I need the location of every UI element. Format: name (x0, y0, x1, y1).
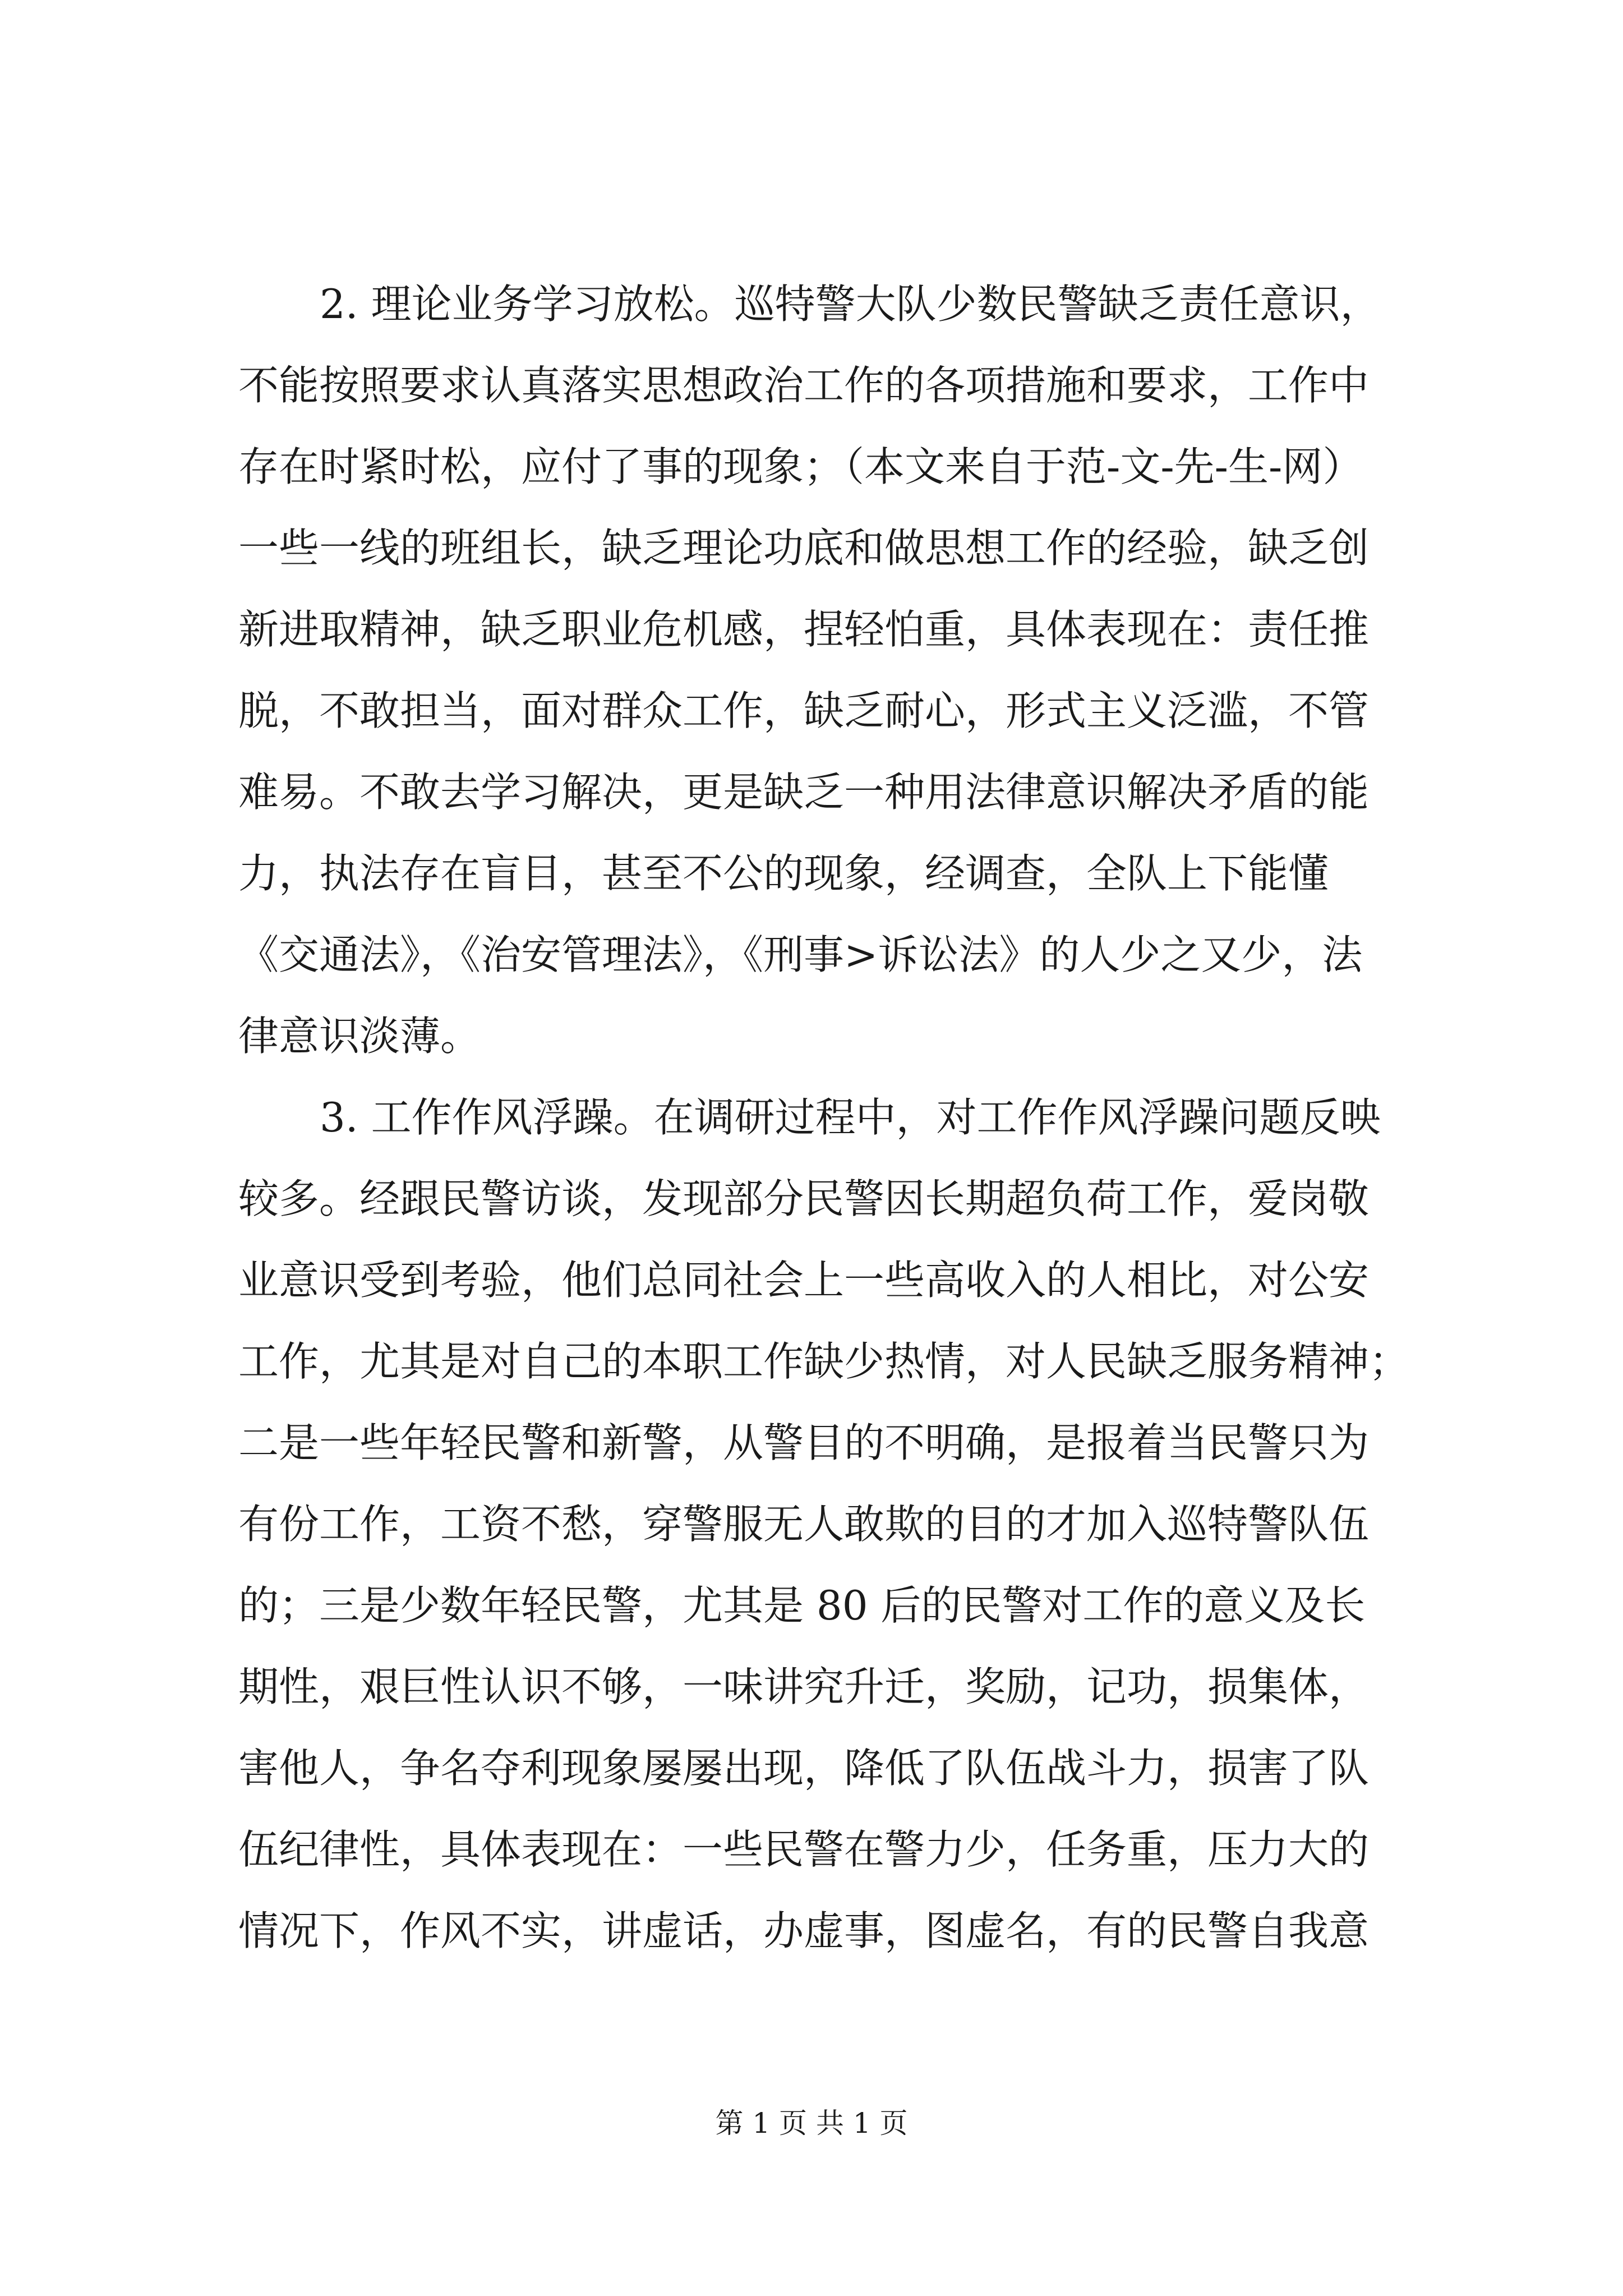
paragraph-2-line-10: 伍纪律性，具体表现在：一些民警在警力少，任务重，压力大的 (238, 1826, 1370, 1873)
paragraph-2-line-2: 较多。经跟民警访谈，发现部分民警因长期超负荷工作，爱岗敬 (238, 1175, 1370, 1222)
paragraph-1-line-9: 《交通法》，《治安管理法》，《刑事>诉讼法》的人少之又少，法 (238, 931, 1363, 978)
paragraph-2-line-6: 有份工作，工资不愁，穿警服无人敢欺的目的才加入巡特警队伍 (238, 1501, 1370, 1548)
paragraph-1-line-10: 律意识淡薄。 (238, 1013, 481, 1060)
paragraph-2-line-8: 期性，艰巨性认识不够，一味讲究升迁，奖励，记功，损集体， (238, 1663, 1370, 1710)
paragraph-1-line-7: 难易。不敢去学习解决，更是缺乏一种用法律意识解决矛盾的能 (238, 769, 1370, 816)
paragraph-1-line-3: 存在时紧时松，应付了事的现象；（本文来自于范-文-先-生-网） (238, 443, 1363, 490)
paragraph-1-line-2: 不能按照要求认真落实思想政治工作的各项措施和要求，工作中 (238, 362, 1370, 409)
paragraph-1-line-1: 2. 理论业务学习放松。巡特警大队少数民警缺乏责任意识， (320, 280, 1381, 328)
paragraph-2-line-4: 工作，尤其是对自己的本职工作缺少热情，对人民缺乏服务精神； (238, 1338, 1410, 1385)
document-body (238, 264, 1422, 1972)
paragraph-2-line-9: 害他人，争名夺利现象屡屡出现，降低了队伍战斗力，损害了队 (238, 1745, 1370, 1792)
page-footer (0, 2106, 1623, 2140)
paragraph-2-line-7: 的；三是少数年轻民警，尤其是 80 后的民警对工作的意义及长 (238, 1582, 1366, 1629)
paragraph-2-line-1: 3. 工作作风浮躁。在调研过程中，对工作作风浮躁问题反映 (320, 1094, 1381, 1141)
paragraph-2-line-5: 二是一些年轻民警和新警，从警目的不明确，是报着当民警只为 (238, 1419, 1370, 1466)
paragraph-1-line-6: 脱，不敢担当，面对群众工作，缺乏耐心，形式主义泛滥，不管 (238, 687, 1370, 734)
paragraph-1-line-8: 力，执法存在盲目，甚至不公的现象，经调查，全队上下能懂 (238, 850, 1329, 897)
page-number-label: 第 1 页 共 1 页 (715, 2107, 908, 2139)
paragraph-2-line-11: 情况下，作风不实，讲虚话，办虚事，图虚名，有的民警自我意 (238, 1907, 1370, 1954)
paragraph-2-line-3: 业意识受到考验，他们总同社会上一些高收入的人相比，对公安 (238, 1257, 1370, 1304)
paragraph-1-line-5: 新进取精神，缺乏职业危机感，捏轻怕重，具体表现在：责任推 (238, 606, 1370, 653)
paragraph-1-line-4: 一些一线的班组长，缺乏理论功底和做思想工作的经验，缺乏创 (238, 524, 1370, 572)
